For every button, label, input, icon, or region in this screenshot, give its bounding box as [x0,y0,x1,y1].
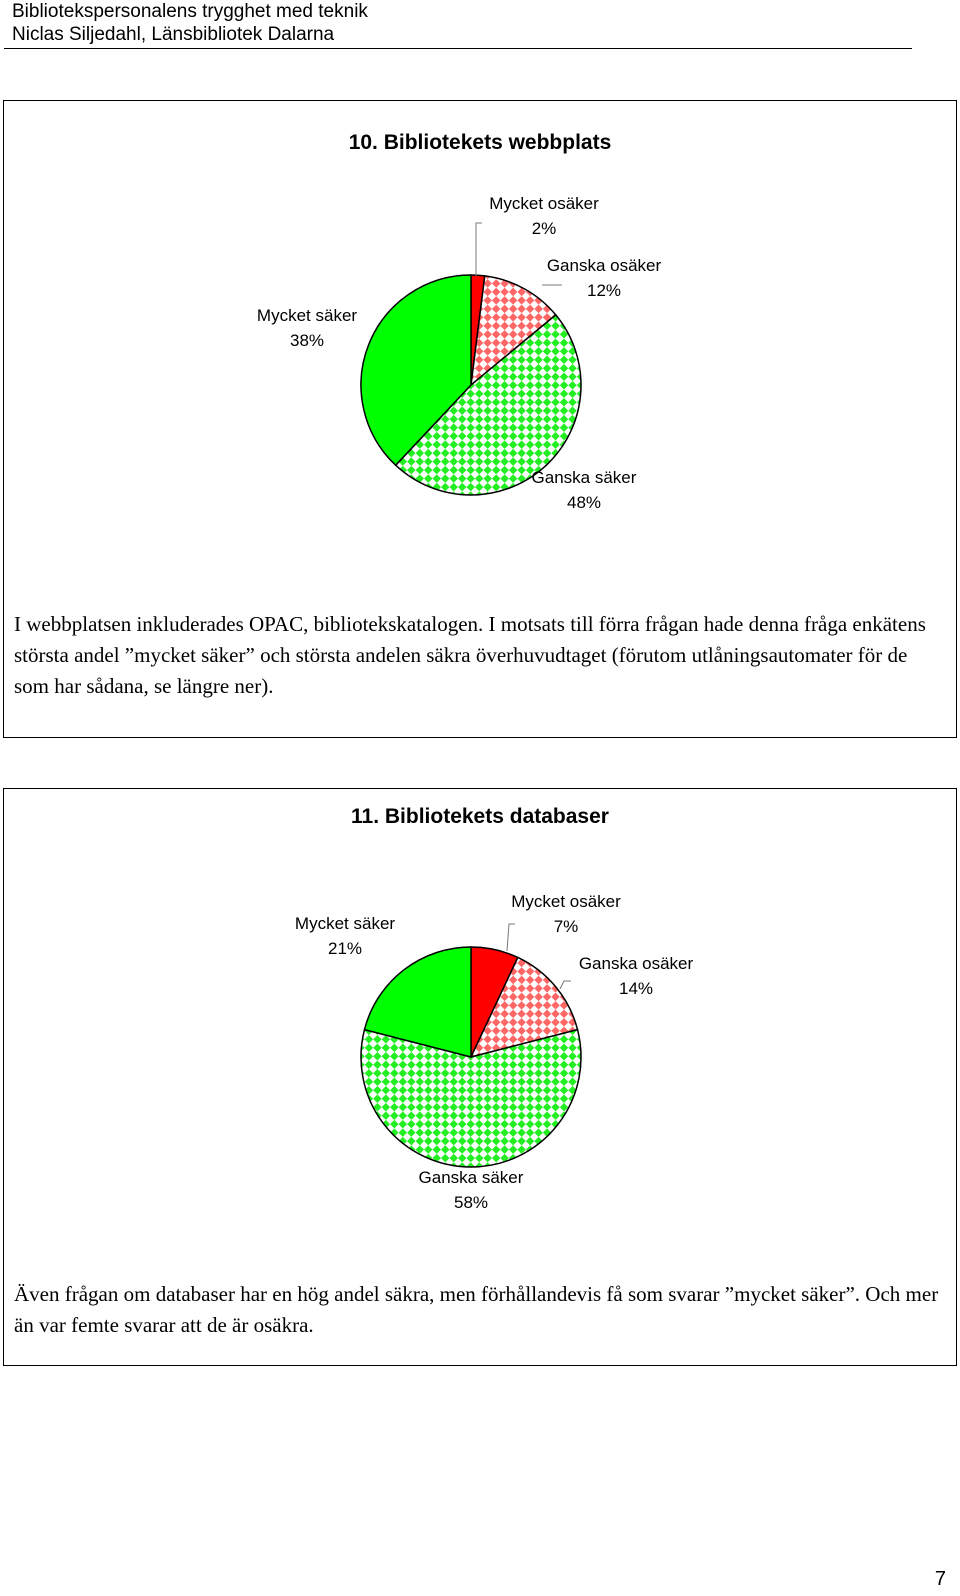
slice-percent: 2% [531,219,557,238]
slice-label: Mycket säker [256,306,358,325]
leader-line [476,223,482,276]
leader-line [507,924,515,951]
slice-percent: 12% [586,281,622,300]
slice-percent: 38% [289,331,325,350]
header-divider [4,48,912,49]
chart-title: 11. Bibliotekets databaser [351,805,609,828]
page-number: 7 [934,1568,946,1590]
slice-label: Mycket säker [294,914,396,933]
slice-percent: 7% [553,917,579,936]
slice-label: Ganska säker [531,468,637,487]
slice-label: Ganska säker [418,1168,524,1187]
chart-box-databaser [3,788,957,1366]
header-title: Bibliotekspersonalens trygghet med teknik [12,1,368,22]
pie-chart-webbplats [4,101,956,601]
slice-percent: 21% [327,939,363,958]
slice-percent: 48% [566,493,602,512]
slice-label: Mycket osäker [489,194,599,213]
slice-label: Ganska osäker [546,256,662,275]
chart-box-webbplats [3,100,957,738]
page-header [12,0,912,46]
leader-line [560,981,571,989]
slice-percent: 14% [618,979,654,998]
pie-chart-databaser [4,789,956,1269]
paragraph-webbplats: I webbplatsen inkluderades OPAC, bibliotekskatalogen. I motsats till förra frågan hade denna fråga enkätens största andel ”mycket säker” och största andelen säkra överhuvudtaget (förutom utlåningsautomater för de som har sådana, se längre ner). [14,612,926,698]
paragraph-databaser: Även frågan om databaser har en hög andel säkra, men förhållandevis få som svarar ”mycket säker”. Och mer än var femte svarar att de är osäkra. [14,1282,939,1337]
slice-percent: 58% [453,1193,489,1212]
slice-label: Mycket osäker [511,892,621,911]
chart-title: 10. Bibliotekets webbplats [348,131,612,154]
slice-label: Ganska osäker [578,954,694,973]
header-author: Niclas Siljedahl, Länsbibliotek Dalarna [12,24,335,45]
